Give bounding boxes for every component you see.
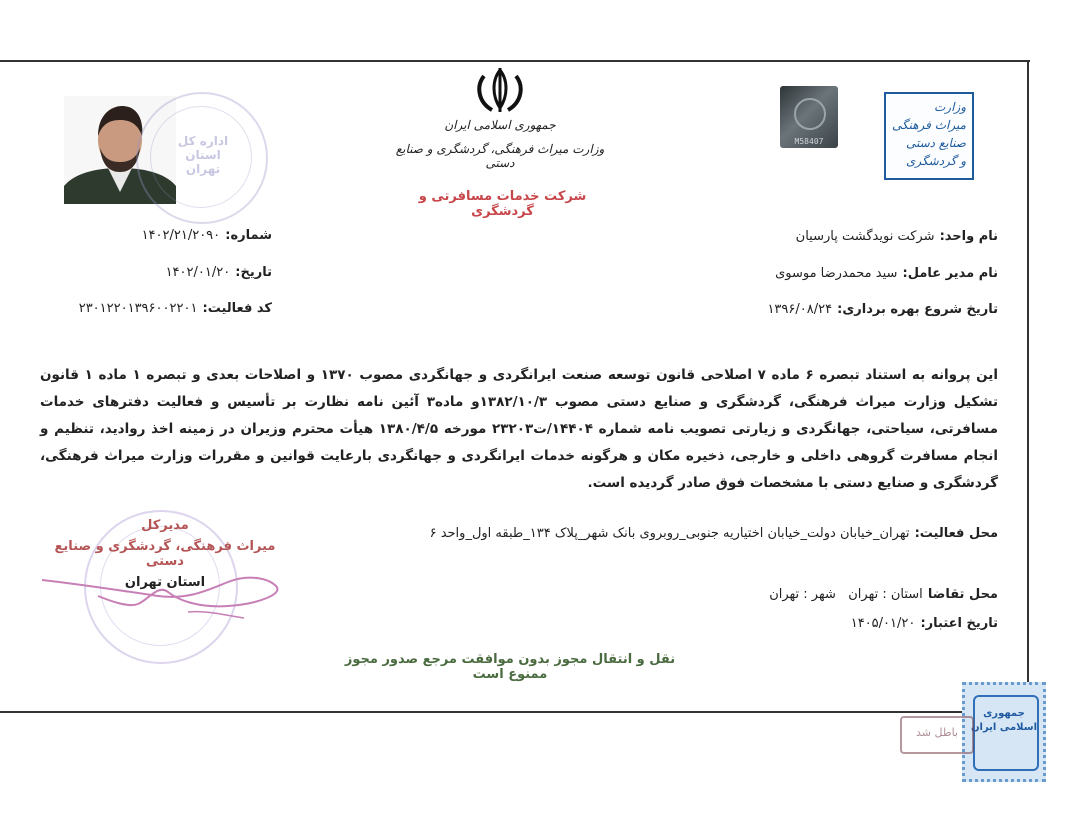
ministry-title: وزارت میراث فرهنگی، گردشگری و صنایع دستی (395, 142, 605, 170)
date-label: تاریخ: (235, 265, 272, 280)
manager-label: نام مدیر عامل: (902, 266, 998, 281)
ministry-logo-line: میراث فرهنگی (891, 118, 966, 132)
signatory-org: میراث فرهنگی، گردشگری و صنایع دستی (54, 539, 276, 569)
address-row (430, 522, 998, 541)
stamp-top-text: اداره کل استان تهران (177, 134, 229, 176)
validity-value: ۱۴۰۵/۰۱/۲۰ (850, 616, 916, 631)
signatory-title: مدیرکل (141, 518, 189, 533)
validity-label: تاریخ اعتبار: (920, 616, 998, 631)
validity-row (851, 612, 998, 631)
ministry-logo-line: وزارت (933, 100, 966, 114)
ministry-logo-line: صنایع دستی (905, 136, 966, 150)
frame-top-line (0, 60, 1030, 62)
cancellation-stamp (900, 716, 974, 754)
start-date-label: تاریخ شروع بهره برداری: (837, 302, 998, 317)
frame-bottom-line (0, 711, 1030, 713)
hologram-serial: M58407 (794, 137, 824, 146)
cancellation-stamp-text: باطل شد (916, 726, 958, 739)
signatory-province: استان تهران (124, 575, 206, 590)
address-value: تهران_خیابان دولت_خیابان اختیاریه جنوبی_روبروی بانک شهر_پلاک ۱۳۴_طبقه اول_واحد ۶ (429, 526, 910, 541)
hologram-circle-icon (794, 98, 826, 130)
application-place-label: محل تقاضا (927, 587, 998, 602)
application-place-value: استان : تهران شهر : تهران (769, 587, 923, 602)
start-date-value: ۱۳۹۶/۰۸/۲۴ (767, 302, 833, 317)
government-title: جمهوری اسلامی ایران (444, 118, 556, 132)
number-row (142, 224, 272, 243)
revenue-stamp (962, 682, 1046, 782)
date-value: ۱۴۰۲/۰۱/۲۰ (165, 265, 231, 280)
activity-code-label: کد فعالیت: (202, 301, 272, 316)
address-label: محل فعالیت: (914, 526, 998, 541)
date-row (166, 261, 272, 280)
manager-value: سید محمدرضا موسوی (775, 266, 898, 281)
transfer-prohibition-note: نقل و انتقال مجوز بدون موافقت مرجع صدور مجوز ممنوع است (344, 652, 676, 682)
revenue-stamp-text: جمهوری اسلامی ایران (970, 708, 1037, 733)
iran-emblem-icon (470, 66, 530, 114)
ministry-logo (884, 92, 974, 180)
number-value: ۱۴۰۲/۲۱/۲۰۹۰ (141, 228, 221, 243)
unit-name-value: شرکت نویدگشت پارسیان (795, 229, 935, 244)
unit-name-row (796, 225, 998, 244)
activity-code-value: ۲۳۰۱۲۲۰۱۳۹۶۰۰۲۲۰۱ (78, 301, 198, 316)
start-date-row (767, 298, 998, 317)
activity-code-row (79, 297, 272, 316)
handwritten-signature (38, 560, 288, 630)
manager-row (775, 262, 998, 281)
company-type-title: شرکت خدمات مسافرتی و گردشگری (418, 189, 587, 219)
official-stamp-top (136, 92, 268, 224)
hologram-seal (780, 86, 838, 148)
frame-right-line (1027, 60, 1029, 715)
ministry-logo-line: و گردشگری (906, 154, 966, 168)
application-place-row (769, 583, 998, 602)
license-body-text: این پروانه به استناد تبصره ۶ ماده ۷ اصلاحی قانون توسعه صنعت ایرانگردی و جهانگردی مصوب ۱۳۷۰ و اصلاحات بعدی و تبصره ۱ ماده ۱ قانون تشکیل وزارت میراث فرهنگی، گردشگری و صنایع دستی مصوب ۱۳۸۲/۱۰/۳و ماده۳ آئین نامه نظارت بر تأسیس و فعالیت دفترهای خدمات مسافرتی، سیاحتی، جهانگردی و زیارتی تصویب نامه شماره ۱۴۴۰۴/ت۲۳۲۰۳ مورخه ۱۳۸۰/۴/۵ هیأت محترم وزیران در زمینه اخذ روادید، تنظیم و انجام مسافرت گروهی داخلی و خارجی، ذخیره مکان و هرگونه خدمات ایرانگردی و جهانگردی بارعایت قوانین و مقررات وزارت میراث فرهنگی، گردشگری و صنایع دستی با مشخصات فوق صادر گردیده است. (40, 367, 999, 491)
number-label: شماره: (225, 228, 272, 243)
unit-name-label: نام واحد: (939, 229, 998, 244)
